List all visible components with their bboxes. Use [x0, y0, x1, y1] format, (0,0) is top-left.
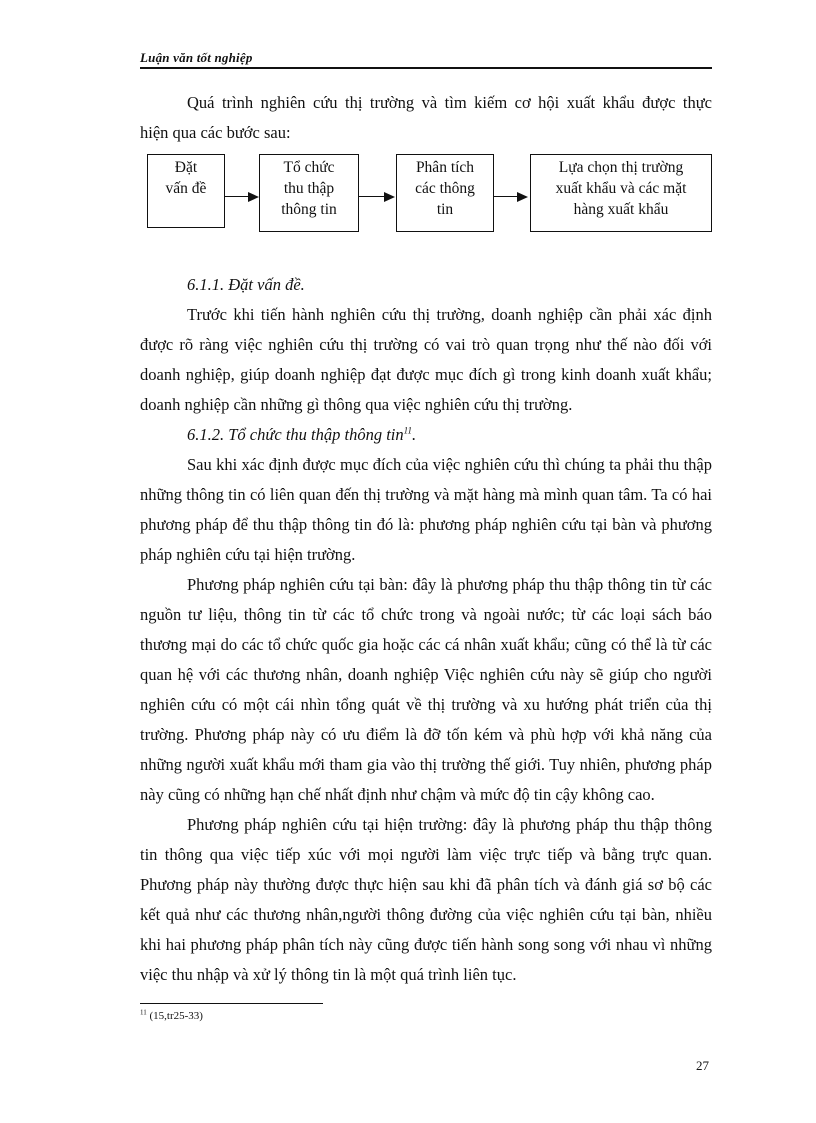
flow-step-select-market: [530, 154, 712, 232]
flow-step-text: hàng xuất khẩu: [573, 201, 669, 218]
heading-end: .: [411, 425, 417, 444]
footnote: [140, 1010, 203, 1022]
flow-arrow: [494, 196, 518, 197]
flow-step-text: Đặt: [174, 159, 198, 176]
flow-step-collect-info: [259, 154, 359, 232]
flow-step-text: tin: [436, 201, 454, 218]
flow-step-text: xuất khẩu và các mặt: [555, 180, 687, 197]
footnote-text: (15,tr25-33): [146, 1010, 203, 1022]
flow-step-text: Phân tích: [415, 159, 475, 176]
paragraph: Phương pháp nghiên cứu tại bàn: đây là phương pháp thu thập thông tin từ các nguồn tư liệu, thông tin từ các tổ chức trong và ngoài nước; từ các loại sách báo thương mại do các tổ chức quốc gia hoặc các cá nhân xuất khẩu; cũng có thể là từ các quan hệ với các thương nhân, doanh nghiệp Việc nghiên cứu này sẽ giúp cho người nghiên cứu có một cái nhìn tổng quát về thị trường và xu hướng phát triển của thị trường. Phương pháp này có ưu điểm là đỡ tốn kém và phù hợp với khả năng của những người xuất khẩu mới tham gia vào thị trường thế giới. Tuy nhiên, phương pháp này cũng có những hạn chế nhất định như chậm và mức độ tin cậy không cao.: [140, 575, 712, 804]
intro-line-2: hiện qua các bước sau:: [140, 123, 291, 142]
header-rule: [140, 67, 712, 69]
section-heading-6-1-1: 6.1.1. Đặt vấn đề.: [187, 275, 305, 294]
section-heading-6-1-2: [140, 420, 712, 450]
body-text: [140, 270, 712, 990]
arrow-head-icon: [384, 192, 395, 202]
flow-arrow: [225, 196, 249, 197]
footnote-number: 11: [140, 1008, 147, 1017]
paragraph: Phương pháp nghiên cứu tại hiện trường: đây là phương pháp thu thập thông tin thông qua việc tiếp xúc với mọi người làm việc trực tiếp và bằng trực quan. Phương pháp này thường được thực hiện sau khi đã phân tích và đánh giá sơ bộ các kết quả như các thương nhân,người thông đường của việc nghiên cứu tại bàn, nhiều khi hai phương pháp phân tích này cũng được tiến hành song song với nhau vì những việc thu nhập và xử lý thông tin là một quá trình liên tục.: [140, 815, 712, 984]
arrow-head-icon: [517, 192, 528, 202]
arrow-head-icon: [248, 192, 259, 202]
intro-paragraph: [140, 88, 712, 148]
flow-step-define-problem: [147, 154, 225, 228]
flow-step-text: Tổ chức: [283, 159, 335, 176]
paragraph: Sau khi xác định được mục đích của việc nghiên cứu thì chúng ta phải thu thập những thông tin có liên quan đến thị trường và mặt hàng mà mình quan tâm. Ta có hai phương pháp để thu thập thông tin đó là: phương pháp nghiên cứu tại bàn và phương pháp nghiên cứu tại hiện trường.: [140, 455, 712, 564]
running-header: Luận văn tốt nghiệp: [140, 50, 253, 65]
flow-step-text: Lựa chọn thị trường: [558, 159, 684, 176]
flow-step-text: vấn đề: [165, 180, 207, 197]
flow-step-text: thông tin: [281, 201, 337, 218]
paragraph: Trước khi tiến hành nghiên cứu thị trường, doanh nghiệp cần phải xác định được rõ ràng việc nghiên cứu thị trường có vai trò quan trọng như thế nào đối với doanh nghiệp, giúp doanh nghiệp đạt được mục đích gì trong kinh doanh xuất khẩu; doanh nghiệp cần những gì thông qua việc nghiên cứu thị trường.: [140, 305, 712, 414]
intro-line-1: Quá trình nghiên cứu thị trường và tìm kiếm cơ hội xuất khẩu được thực: [187, 93, 712, 112]
page-number: 27: [696, 1058, 709, 1073]
flow-step-analyze-info: [396, 154, 494, 232]
flow-step-text: thu thập: [283, 180, 335, 197]
footnote-rule: [140, 1003, 323, 1004]
flow-arrow: [359, 196, 385, 197]
flow-step-text: các thông: [415, 180, 475, 197]
footnote-reference: 11: [403, 425, 412, 436]
heading-text: 6.1.2. Tổ chức thu thập thông tin: [187, 425, 404, 444]
